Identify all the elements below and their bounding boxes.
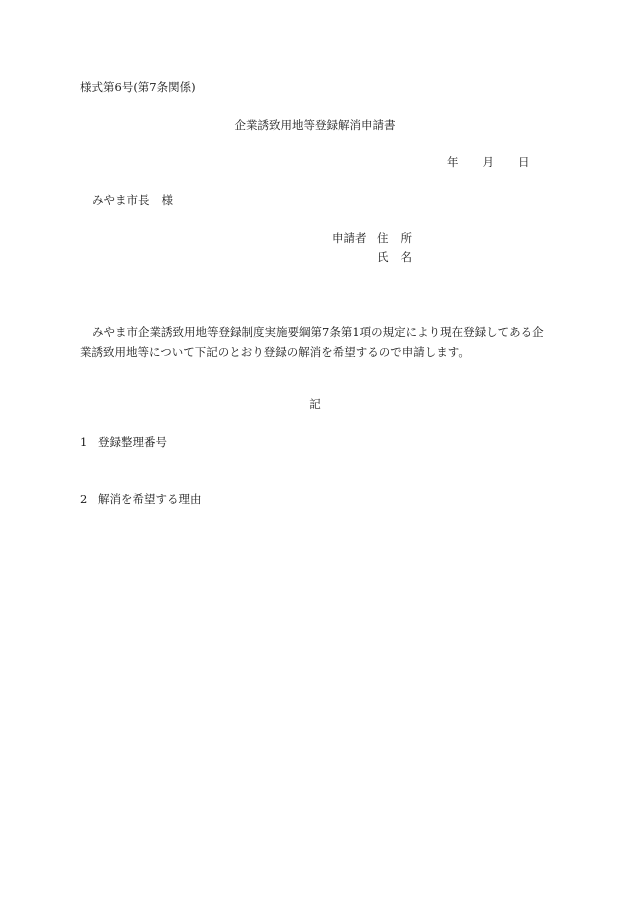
- item-registration-number: [80, 437, 167, 449]
- date-line: [447, 157, 530, 169]
- item-reason: [80, 494, 202, 506]
- request-body-text: みやま市企業誘致用地等登録制度実施要綱第7条第1項の規定により現在登録してある企業誘致用地等について下記のとおり登録の解消を希望するので申請します。: [80, 325, 544, 359]
- date-day-label: 日: [518, 155, 530, 169]
- addressee-name: みやま市長: [92, 193, 150, 207]
- date-year-label: 年: [447, 155, 459, 169]
- form-number: 様式第6号(第7条関係): [80, 80, 196, 94]
- address-label-char-2: 所: [400, 231, 412, 245]
- applicant-address-label: [377, 233, 412, 245]
- addressee-honorific: 様: [161, 193, 173, 207]
- document-title: 企業誘致用地等登録解消申請書: [234, 118, 396, 132]
- applicant-label: 申請者: [332, 231, 367, 245]
- addressee: [92, 195, 173, 207]
- address-label-char-1: 住: [377, 231, 389, 245]
- item-label: 解消を希望する理由: [98, 492, 202, 506]
- name-label-char-2: 名: [400, 250, 412, 264]
- name-label-char-1: 氏: [377, 250, 389, 264]
- item-number: 2: [80, 492, 88, 506]
- applicant-name-label: [377, 252, 412, 264]
- date-month-label: 月: [482, 155, 494, 169]
- item-number: 1: [80, 435, 88, 449]
- ki-heading: 記: [309, 397, 321, 411]
- item-label: 登録整理番号: [98, 435, 167, 449]
